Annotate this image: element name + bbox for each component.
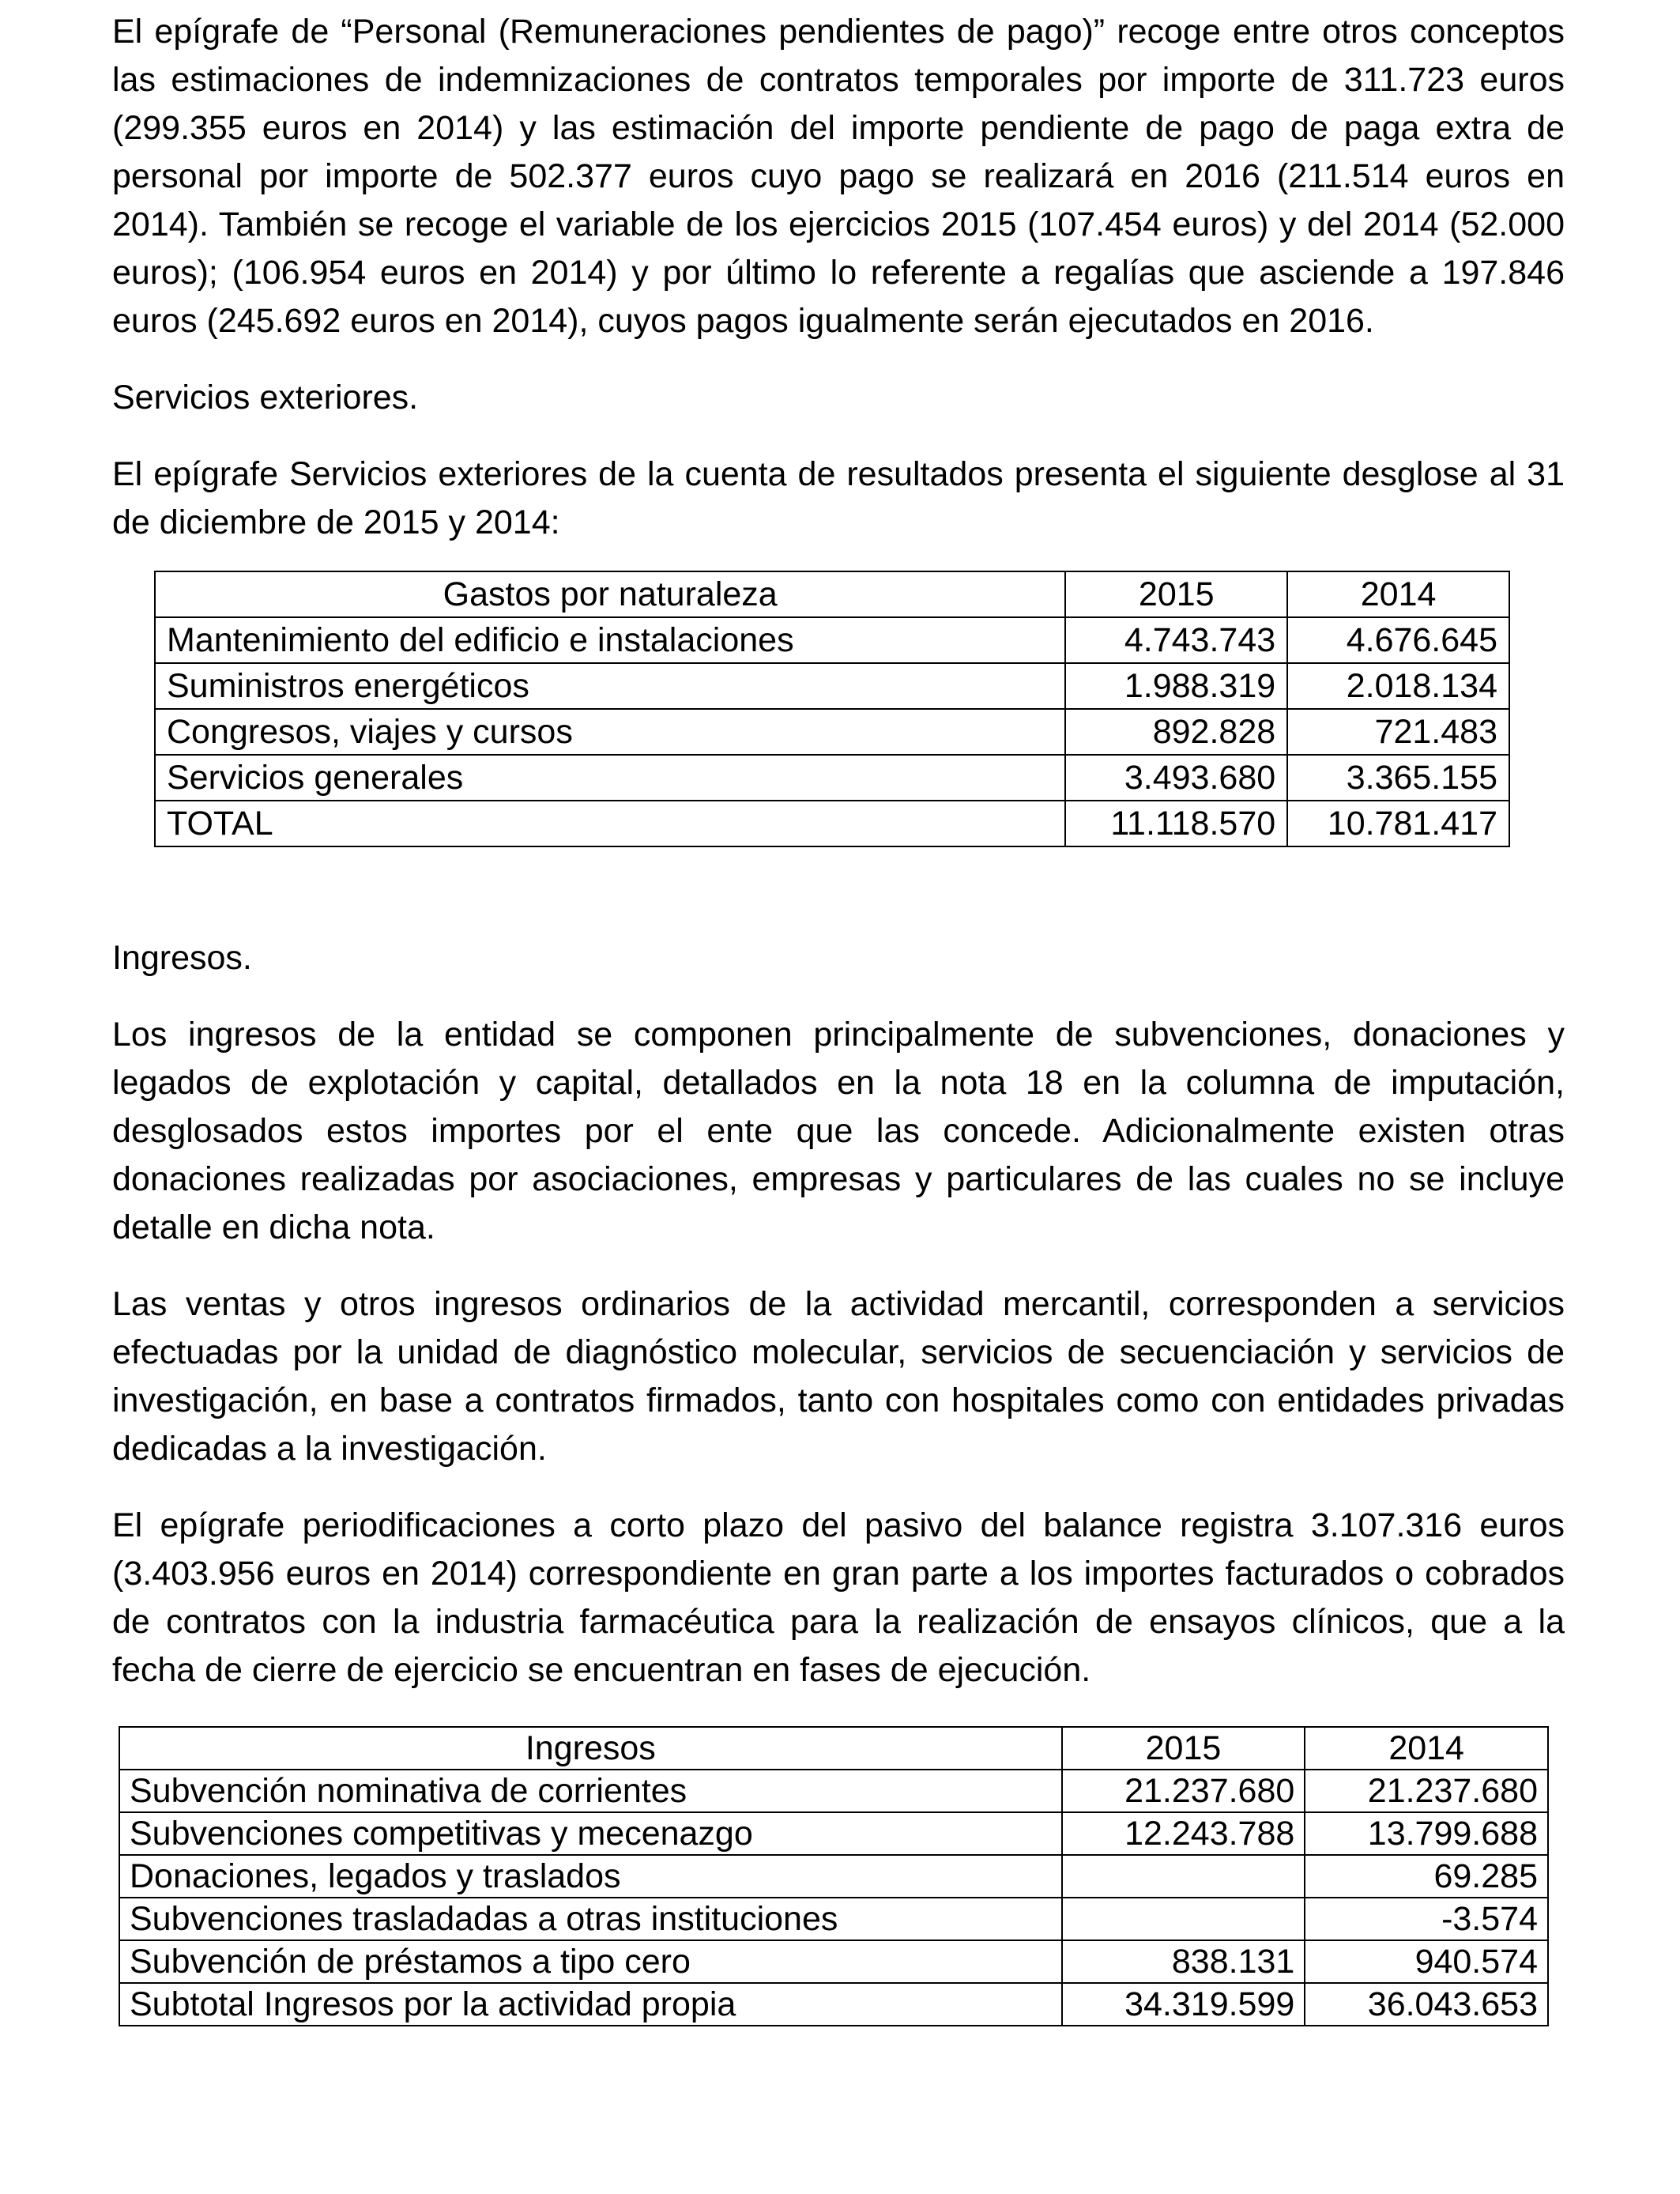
table-row [119,1770,1548,1812]
value-2015: 1.988.319 [1065,663,1287,709]
row-label: Congresos, viajes y cursos [155,709,1065,755]
paragraph-personal-remuneraciones: El epígrafe de “Personal (Remuneraciones pendientes de pago)” recoge entre otros conceptos las estimaciones de indemnizaciones de contratos temporales por importe de 311.723 euros (299.355 euros en 2014) y las estimación del importe pendiente de pago de paga extra de personal por importe de 502.377 euros cuyo pago se realizará en 2016 (211.514 euros en 2014). También se recoge el variable de los ejercicios 2015 (107.454 euros) y del 2014 (52.000 euros); (106.954 euros en 2014) y por último lo referente a regalías que asciende a 197.846 euros (245.692 euros en 2014), cuyos pagos igualmente serán ejecutados en 2016. [112,13,1565,340]
value-2015: 34.319.599 [1062,1983,1305,2026]
value-2014: 940.574 [1305,1940,1548,1983]
table-row [119,1812,1548,1855]
table-gastos-por-naturaleza [154,571,1510,847]
header-cell: Gastos por naturaleza [155,571,1065,617]
table-header-row [155,571,1509,617]
table-row [119,1940,1548,1983]
row-label: Donaciones, legados y traslados [119,1855,1062,1898]
value-2015: 11.118.570 [1065,801,1287,846]
table-row [119,1898,1548,1940]
value-2014: 13.799.688 [1305,1812,1548,1855]
value-2015: 838.131 [1062,1940,1305,1983]
table-row [155,663,1509,709]
header-cell: 2014 [1287,571,1509,617]
table-row [155,709,1509,755]
header-cell: 2015 [1065,571,1287,617]
heading-servicios-exteriores: Servicios exteriores. [112,379,419,417]
paragraph-ventas-ingresos-ordinarios: Las ventas y otros ingresos ordinarios de la actividad mercantil, corresponden a servicios efectuadas por la unidad de diagnóstico molecular, servicios de secuenciación y servicios de investigación, en base a contratos firmados, tanto con hospitales como con entidades privadas dedicadas a la investigación. [112,1285,1565,1468]
header-cell: 2014 [1305,1727,1548,1770]
row-label: Subvención de préstamos a tipo cero [119,1940,1062,1983]
value-2015 [1062,1898,1305,1940]
table-header-row [119,1727,1548,1770]
value-2014: 21.237.680 [1305,1770,1548,1812]
row-label: TOTAL [155,801,1065,846]
value-2015: 21.237.680 [1062,1770,1305,1812]
row-label: Servicios generales [155,755,1065,801]
value-2014: 3.365.155 [1287,755,1509,801]
table-ingresos [119,1726,1549,2026]
value-2014: 69.285 [1305,1855,1548,1898]
paragraph-servicios-desglose: El epígrafe Servicios exteriores de la cuenta de resultados presenta el siguiente desglose al 31 de diciembre de 2015 y 2014: [112,455,1565,541]
paragraph-ingresos-composicion: Los ingresos de la entidad se componen principalmente de subvenciones, donaciones y legados de explotación y capital, detallados en la nota 18 en la columna de imputación, desglosados estos importes por el ente que las concede. Adicionalmente existen otras donaciones realizadas por asociaciones, empresas y particulares de las cuales no se incluye detalle en dicha nota. [112,1016,1565,1246]
table-total-row [155,801,1509,846]
row-label: Subtotal Ingresos por la actividad propia [119,1983,1062,2026]
table-row [119,1855,1548,1898]
value-2015: 3.493.680 [1065,755,1287,801]
table-subtotal-row [119,1983,1548,2026]
header-cell: Ingresos [119,1727,1062,1770]
value-2015: 4.743.743 [1065,617,1287,663]
value-2015 [1062,1855,1305,1898]
value-2015: 892.828 [1065,709,1287,755]
table-row [155,755,1509,801]
value-2014: 2.018.134 [1287,663,1509,709]
value-2014: 4.676.645 [1287,617,1509,663]
row-label: Subvenciones competitivas y mecenazgo [119,1812,1062,1855]
value-2014: 721.483 [1287,709,1509,755]
document-page [112,0,1565,2026]
value-2014: -3.574 [1305,1898,1548,1940]
row-label: Subvención nominativa de corrientes [119,1770,1062,1812]
table-row [155,617,1509,663]
value-2015: 12.243.788 [1062,1812,1305,1855]
paragraph-periodificaciones: El epígrafe periodificaciones a corto plazo del pasivo del balance registra 3.107.316 euros (3.403.956 euros en 2014) correspondiente en gran parte a los importes facturados o cobrados de contratos con la industria farmacéutica para la realización de ensayos clínicos, que a la fecha de cierre de ejercicio se encuentran en fases de ejecución. [112,1506,1565,1689]
value-2014: 36.043.653 [1305,1983,1548,2026]
header-cell: 2015 [1062,1727,1305,1770]
row-label: Suministros energéticos [155,663,1065,709]
row-label: Subvenciones trasladadas a otras instituciones [119,1898,1062,1940]
row-label: Mantenimiento del edificio e instalaciones [155,617,1065,663]
heading-ingresos: Ingresos. [112,939,252,977]
value-2014: 10.781.417 [1287,801,1509,846]
